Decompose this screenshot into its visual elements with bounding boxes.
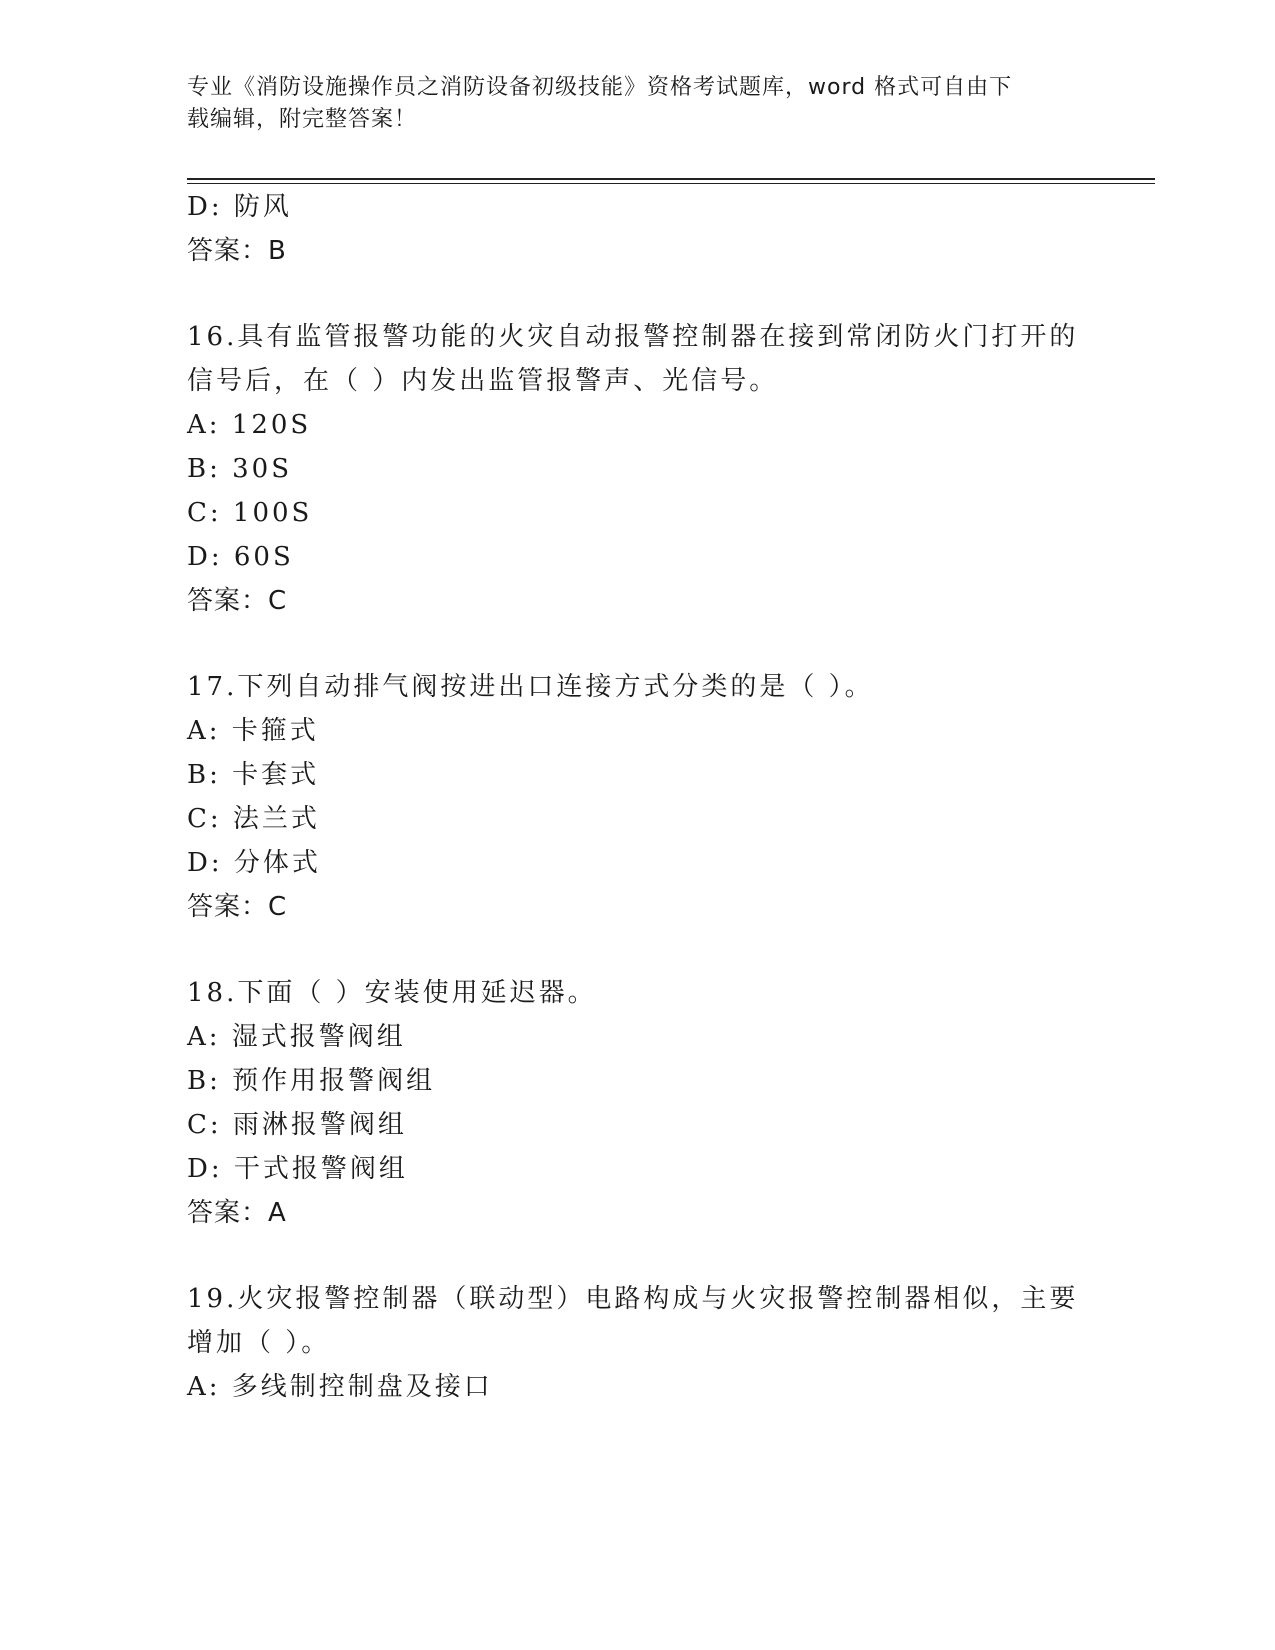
q18-option-a: A: 湿式报警阀组 — [187, 1022, 406, 1052]
prev-option-d: D: 防风 — [187, 192, 292, 222]
q18-stem-line-1: 18.下面（ ）安装使用延迟器。 — [187, 978, 597, 1008]
q16-option-d: D: 60S — [187, 542, 294, 572]
q17-option-b: B: 卡套式 — [187, 760, 320, 790]
q17-answer: 答案：C — [187, 892, 288, 922]
header-line-1: 专业《消防设施操作员之消防设备初级技能》资格考试题库，word 格式可自由下 — [187, 75, 1013, 100]
q16-answer: 答案：C — [187, 586, 288, 616]
q17-option-a: A: 卡箍式 — [187, 716, 319, 746]
header-line-2: 载编辑，附完整答案！ — [187, 107, 418, 132]
q16-stem-line-2: 信号后，在（ ）内发出监管报警声、光信号。 — [187, 366, 779, 396]
q16-option-a: A: 120S — [187, 410, 312, 440]
q16-option-b: B: 30S — [187, 454, 293, 484]
q17-option-d: D: 分体式 — [187, 848, 321, 878]
q19-option-a: A: 多线制控制盘及接口 — [187, 1372, 493, 1402]
q18-option-d: D: 干式报警阀组 — [187, 1154, 408, 1184]
document-header — [187, 72, 1067, 136]
q19-stem-line-2: 增加（ ）。 — [187, 1328, 331, 1358]
header-divider-thick — [187, 178, 1155, 180]
q16-option-c: C: 100S — [187, 498, 313, 528]
q16-stem-line-1: 16.具有监管报警功能的火灾自动报警控制器在接到常闭防火门打开的 — [187, 322, 1079, 352]
q17-stem-line-1: 17.下列自动排气阀按进出口连接方式分类的是（ ）。 — [187, 672, 874, 702]
q18-option-b: B: 预作用报警阀组 — [187, 1066, 436, 1096]
q18-option-c: C: 雨淋报警阀组 — [187, 1110, 407, 1140]
q18-answer: 答案：A — [187, 1198, 287, 1228]
prev-answer: 答案：B — [187, 236, 287, 266]
header-divider-thin — [187, 183, 1155, 184]
q17-option-c: C: 法兰式 — [187, 804, 320, 834]
q19-stem-line-1: 19.火灾报警控制器（联动型）电路构成与火灾报警控制器相似，主要 — [187, 1284, 1079, 1314]
